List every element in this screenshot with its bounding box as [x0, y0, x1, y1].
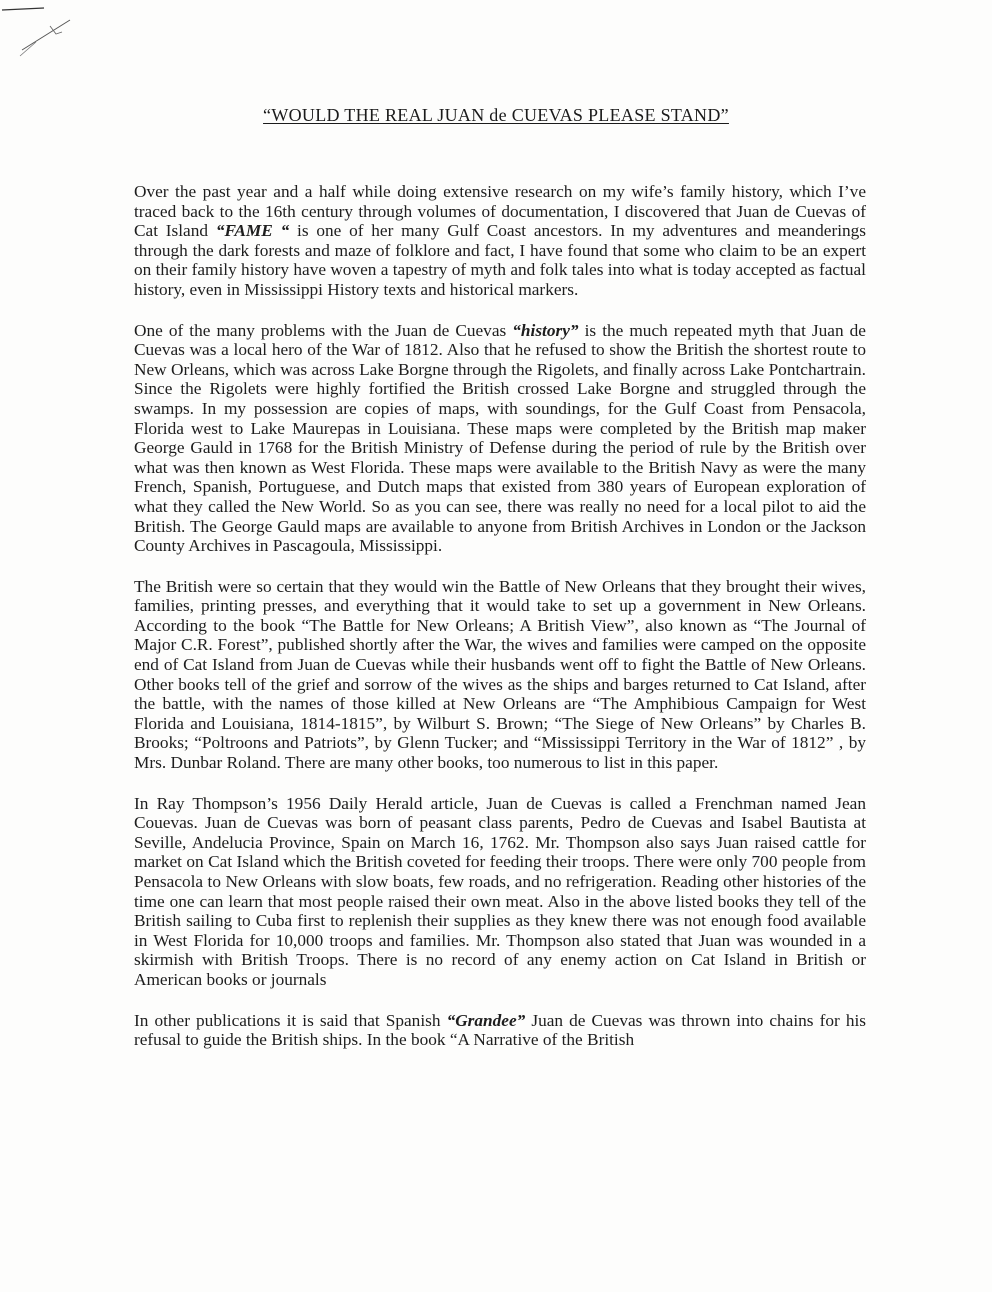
body-paragraph	[134, 794, 866, 990]
body-paragraph	[134, 182, 866, 300]
paragraph-text: The British were so certain that they would win the Battle of New Orleans that they brought their wives, families, printing presses, and everything that it would take to set up a government in New Orleans. According to the book “The Battle for New Orleans; A British View”, also known as “The Journal of Major C.R. Forest”, published shortly after the War, the wives and families were camped on the opposite end of Cat Island from Juan de Cuevas while their husbands went off to fight the Battle of New Orleans. Other books tell of the grief and sorrow of the wives as the ships and barges returned to Cat Island, after the battle, with the names of those killed at New Orleans are “The Amphibious Campaign for West Florida and Louisiana, 1814-1815”, by Wilburt S. Brown; “The Siege of New Orleans” by Charles B. Brooks; “Poltroons and Patriots”, by Glenn Tucker; and “Mississippi Territory in the War of 1812” , by Mrs. Dunbar Roland. There are many other books, too numerous to list in this paper.	[134, 576, 866, 773]
paragraph-text: One of the many problems with the Juan de Cuevas	[134, 320, 513, 340]
body-paragraph	[134, 577, 866, 773]
emphasized-term: “FAME “	[215, 221, 290, 241]
paragraph-text: is one of her many Gulf Coast ancestors. In my adventures and meanderings through the dark forests and maze of folklore and fact, I have found that some who claim to be an expert on their family history have woven a tapestry of myth and folk tales into what is today accepted as factual history, even in Mississippi History texts and historical markers.	[134, 221, 867, 299]
paragraph-text: is the much repeated myth that Juan de Cuevas was a local hero of the War of 1812. Also that he refused to show the British the shortest route to New Orleans, which was across Lake Borgne through the Rigolets, and finally across Lake Pontchartrain. Since the Rigolets were highly fortified the British crossed Lake Borgne and struggled through the swamps. In my possession are copies of maps, with soundings, for the Gulf Coast from Pensacola, Florida west to Lake Maurepas in Louisiana. These maps were completed by the British map maker George Gauld in 1768 for the British Ministry of Defense during the period of rule by the British over what was then known as West Florida. These maps were available to the British Navy as were the many French, Spanish, Portuguese, and Dutch maps that existed from 380 years of European exploration of what they called the New World. So as you can see, there was really no need for a local pilot to aid the British. The George Gauld maps are available to anyone from British Archives in London or the Jackson County Archives in Pascagoula, Mississippi.	[134, 320, 866, 556]
document-title: “WOULD THE REAL JUAN de CUEVAS PLEASE STAND”	[263, 105, 729, 125]
paragraph-text: Juan de Cuevas was thrown into chains for his refusal to guide the British ships. In the book “A Narrative of the British	[134, 1010, 866, 1050]
body-paragraph	[134, 321, 866, 556]
pen-mark	[0, 0, 90, 70]
paragraph-text: Over the past year and a half while doing extensive research on my wife’s family history, which I’ve traced back to the 16th century through volumes of documentation, I discovered that Juan de Cuevas of Cat Island	[134, 182, 866, 241]
emphasized-term: “history”	[512, 320, 579, 340]
document-body	[134, 182, 866, 1071]
paragraph-text: In Ray Thompson’s 1956 Daily Herald article, Juan de Cuevas is called a Frenchman named Jean Couevas. Juan de Cuevas was born of peasant class parents, Pedro de Cuevas and Isabel Bautista at Seville, Andelucia Province, Spain on March 16, 1762. Mr. Thompson also says Juan raised cattle for market on Cat Island which the British coveted for feeding their troops. There were only 700 people from Pensacola to New Orleans with slow boats, few roads, and no refrigeration. Reading other histories of the time one can learn that most people raised their own meat. Also in the above listed books they tell of the British sailing to Cuba first to replenish their supplies as they knew there was not enough food available in West Florida for 10,000 troops and families. Mr. Thompson also stated that Juan was wounded in a skirmish with British Troops. There is no record of any enemy action on Cat Island in British or American books or journals	[134, 793, 866, 989]
emphasized-term: “Grandee”	[446, 1010, 526, 1030]
body-paragraph	[134, 1011, 866, 1050]
paragraph-text: In other publications it is said that Spanish	[134, 1010, 447, 1030]
